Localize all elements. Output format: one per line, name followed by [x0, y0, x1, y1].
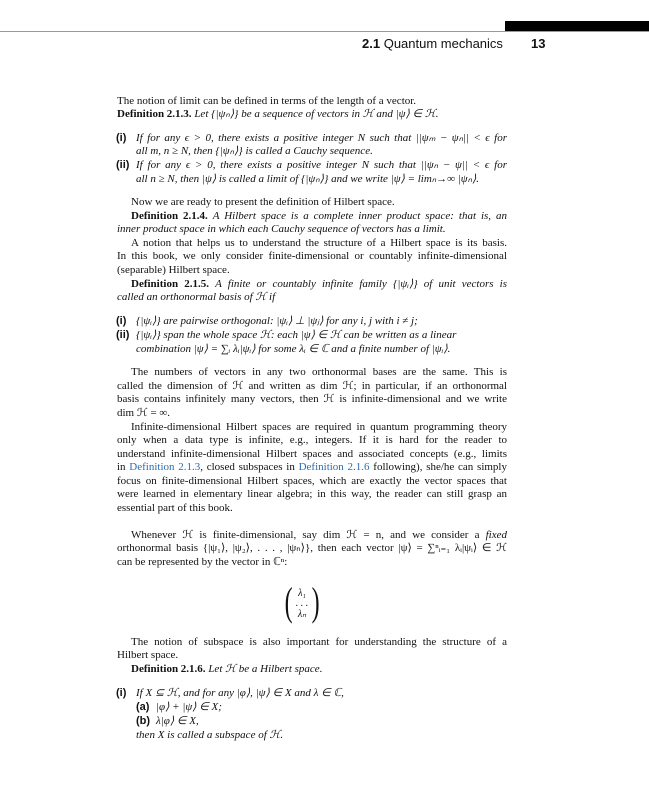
item-text: then X is called a subspace of ℋ. — [136, 729, 284, 741]
text-fragment: , closed subspaces in — [200, 461, 295, 473]
text-line — [156, 701, 506, 714]
item-text: all m, n ≥ N, then {|ψₙ⟩} is called a Cauchy sequence. — [136, 145, 373, 157]
item-text: If for any ϵ > 0, there exists a positive integer N such that ||ψₙ − ψ|| < ϵ for — [136, 159, 507, 171]
item-text: all n ≥ N, then |ψ⟩ is called a limit of {|ψₙ⟩} and we write |ψ⟩ = limₙ→∞ |ψₙ⟩. — [136, 173, 480, 185]
text-line — [136, 729, 507, 742]
definition-2-1-4 — [131, 210, 507, 223]
page-number: 13 — [531, 36, 546, 51]
definition-2-1-6 — [131, 663, 521, 676]
definition-label: Definition 2.1.5. — [131, 278, 209, 290]
item-text: If X ⊆ ℋ, and for any |φ⟩, |ψ⟩ ∈ X and λ ∈ ℂ, — [136, 687, 344, 699]
text-line: understand infinite-dimensional Hilbert spaces and associated concepts (e.g., limits — [117, 448, 507, 460]
definition-text: A Hilbert space is a complete inner product space: that is, an — [212, 210, 507, 222]
text-line: called the dimension of ℋ and written as dim ℋ; in particular, if an orthonormal — [117, 380, 507, 392]
text-line — [136, 343, 507, 356]
text-line: The numbers of vectors in any two orthonormal bases are the same. This is — [131, 366, 507, 378]
text-line: A notion that helps us to understand the structure of a Hilbert space is its basis. — [131, 237, 507, 249]
text-line: (separable) Hilbert space. — [117, 264, 230, 276]
text-line — [136, 159, 507, 172]
subitem-label: (b) — [136, 715, 151, 727]
text-line — [136, 687, 507, 700]
item-label: (i) — [116, 315, 127, 327]
text-line — [117, 291, 507, 304]
column-vector — [282, 579, 322, 626]
link-definition-2-1-6[interactable]: Definition 2.1.6 — [298, 461, 370, 473]
vector-entry: . . . — [295, 598, 309, 609]
definition-2-1-3 — [117, 108, 507, 121]
item-label: (i) — [116, 687, 127, 699]
text-line: only when a data type is infinite, e.g., integers. If it is hard for the reader to — [117, 434, 507, 446]
vector-entry: λₙ — [297, 609, 307, 620]
text-line: focus on finite-dimensional Hilbert spaces, which are exactly the vector spaces that — [117, 475, 507, 487]
vector-entry: λ₁ — [298, 588, 306, 599]
definition-text: Let ℋ be a Hilbert space. — [208, 663, 323, 675]
text-line: essential part of this book. — [117, 502, 233, 514]
text-line: dim ℋ = ∞. — [117, 407, 171, 419]
definition-text: called an orthonormal basis of ℋ if — [117, 291, 276, 303]
text-line — [136, 173, 507, 186]
item-text: {|ψᵢ⟩} span the whole space ℋ: each |ψ⟩ ∈ ℋ can be written as a linear — [136, 329, 457, 341]
text-line — [136, 315, 507, 328]
text-line — [117, 223, 507, 236]
definition-label: Definition 2.1.4. — [131, 210, 208, 222]
header-rule — [0, 31, 649, 32]
item-text: combination |ψ⟩ = ∑ᵢ λᵢ|ψᵢ⟩ for some λᵢ ∈ ℂ and a finite number of |ψᵢ⟩. — [136, 343, 451, 355]
text-line: In this book, we only consider finite-dimensional or countably infinite-dimensional — [117, 250, 507, 262]
item-text: λ|φ⟩ ∈ X, — [156, 715, 199, 727]
text-line: can be represented by the vector in ℂⁿ: — [117, 556, 288, 568]
text-fragment: following), she/he can simply — [373, 461, 507, 473]
text-line — [131, 529, 507, 542]
text-line: Hilbert space. — [117, 649, 179, 661]
text-line: Now we are ready to present the definition of Hilbert space. — [131, 196, 395, 208]
text-line: were learned in elementary linear algebra; in this way, the reader can still grasp an — [117, 488, 507, 500]
text-line — [136, 132, 507, 145]
definition-text: A finite or countably infinite family {|ψᵢ⟩} of unit vectors is — [215, 278, 508, 290]
header-bar — [505, 21, 649, 31]
text-line — [136, 329, 507, 342]
text-line: The notion of limit can be defined in terms of the length of a vector. — [117, 95, 417, 107]
text-line: Infinite-dimensional Hilbert spaces are required in quantum programming theory — [131, 421, 507, 433]
definition-text: inner product space in which each Cauchy sequence of vectors has a limit. — [117, 223, 446, 235]
item-text: |φ⟩ + |ψ⟩ ∈ X; — [156, 701, 222, 713]
item-label: (ii) — [116, 159, 130, 171]
text-line: basis contains infinitely many vectors, then ℋ is infinite-dimensional and we write — [117, 393, 507, 405]
section-title: Quantum mechanics — [383, 36, 503, 51]
item-label: (ii) — [116, 329, 130, 341]
definition-label: Definition 2.1.3. — [117, 108, 192, 120]
subitem-label: (a) — [136, 701, 150, 713]
running-header — [362, 36, 503, 51]
text-line: The notion of subspace is also important for understanding the structure of a — [131, 636, 507, 648]
item-label: (i) — [116, 132, 127, 144]
text-line — [156, 715, 506, 728]
definition-2-1-5 — [131, 278, 507, 291]
text-line — [136, 145, 507, 158]
text-fragment: Whenever ℋ is finite-dimensional, say dim ℋ = n, and we consider a — [131, 529, 480, 541]
text-fragment: in — [117, 461, 126, 473]
left-paren: ( — [284, 579, 293, 624]
item-text: If for any ϵ > 0, there exists a positive integer N such that ||ψₘ − ψₙ|| < ϵ for — [136, 132, 507, 144]
definition-label: Definition 2.1.6. — [131, 663, 206, 675]
text-line: orthonormal basis {|ψ₁⟩, |ψ₂⟩, . . . , |ψₙ⟩}, then each vector |ψ⟩ = ∑ⁿᵢ₌₁ λᵢ|ψᵢ⟩ ∈ ℋ — [117, 542, 507, 554]
section-number: 2.1 — [362, 36, 381, 51]
text-line — [117, 461, 507, 474]
link-definition-2-1-3[interactable]: Definition 2.1.3 — [129, 461, 201, 473]
right-paren: ) — [311, 579, 320, 624]
emphasis: fixed — [485, 529, 508, 541]
definition-text: Let {|ψₙ⟩} be a sequence of vectors in ℋ and |ψ⟩ ∈ ℋ. — [194, 108, 439, 120]
item-text: {|ψᵢ⟩} are pairwise orthogonal: |ψᵢ⟩ ⊥ |ψⱼ⟩ for any i, j with i ≠ j; — [136, 315, 418, 327]
